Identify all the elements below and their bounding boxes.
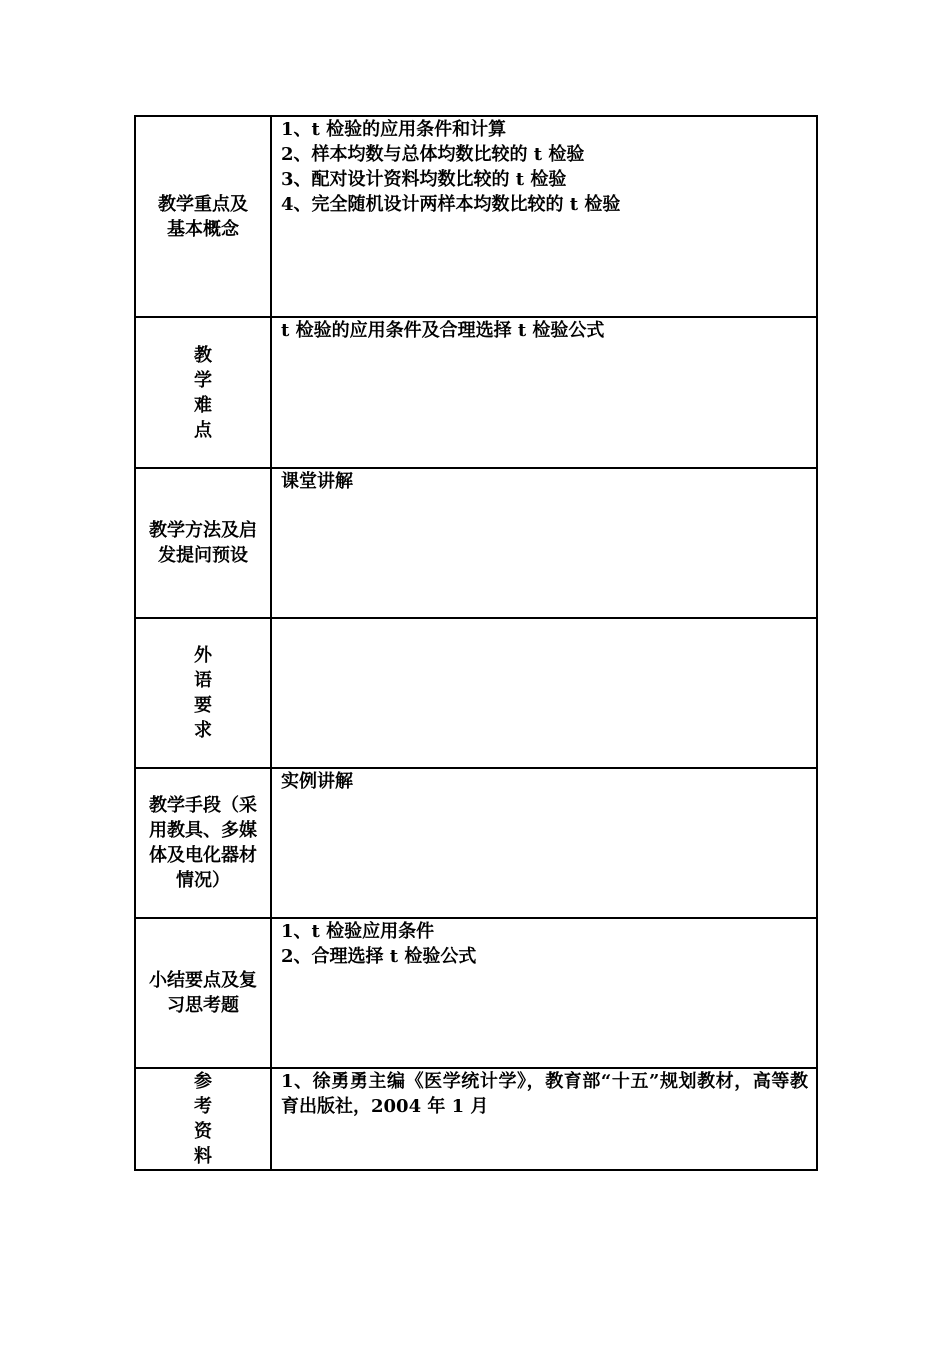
row-references <box>135 1068 817 1170</box>
lesson-plan-table <box>134 115 818 1171</box>
label-line: 要 <box>194 695 212 716</box>
label-line: 学 <box>194 369 212 391</box>
content-summary <box>271 918 817 1068</box>
content-line: 3、配对设计资料均数比较的 t 检验 <box>281 169 567 190</box>
content-difficulties <box>271 317 817 468</box>
row-teaching-methods <box>135 468 817 618</box>
label-teaching-methods <box>135 468 271 618</box>
label-line: 情况） <box>176 870 230 891</box>
row-key-points <box>135 116 817 317</box>
label-line: 求 <box>194 720 212 741</box>
label-line: 体及电化器材 <box>149 845 257 866</box>
label-line: 参 <box>194 1071 212 1092</box>
content-line: 2、样本均数与总体均数比较的 t 检验 <box>281 144 585 165</box>
row-teaching-means <box>135 768 817 918</box>
row-difficulties <box>135 317 817 468</box>
label-line: 教学手段（采 <box>149 795 257 816</box>
label-line: 用教具、多媒 <box>149 820 257 841</box>
label-teaching-means <box>135 768 271 918</box>
label-line: 难 <box>194 394 212 416</box>
label-line: 料 <box>194 1146 212 1167</box>
label-line: 教学重点及 <box>158 193 248 215</box>
label-line: 外 <box>194 645 212 666</box>
label-line: 教学方法及启 <box>149 520 257 541</box>
content-references <box>271 1068 817 1170</box>
label-line: 基本概念 <box>167 218 239 240</box>
content-teaching-means <box>271 768 817 918</box>
content-line: 1、t 检验应用条件 <box>281 921 435 942</box>
label-line: 考 <box>194 1096 212 1117</box>
label-line: 习思考题 <box>167 995 239 1016</box>
content-line: t 检验的应用条件及合理选择 t 检验公式 <box>281 320 605 341</box>
content-line: 2、合理选择 t 检验公式 <box>281 946 477 967</box>
content-line: 1、t 检验的应用条件和计算 <box>281 119 507 140</box>
content-line: 4、完全随机设计两样本均数比较的 t 检验 <box>281 194 621 215</box>
reference-paragraph: 1、徐勇勇主编《医学统计学》，教育部“十五”规划教材，高等教育出版社，2004 年 1 月 <box>281 1071 808 1117</box>
row-summary <box>135 918 817 1068</box>
label-line: 点 <box>194 419 212 441</box>
label-line: 资 <box>194 1121 212 1142</box>
content-line: 实例讲解 <box>281 771 353 792</box>
label-line: 教 <box>194 344 212 366</box>
row-foreign-language <box>135 618 817 768</box>
label-foreign-language <box>135 618 271 768</box>
label-summary <box>135 918 271 1068</box>
label-difficulties <box>135 317 271 468</box>
content-line: 课堂讲解 <box>281 471 353 492</box>
content-teaching-methods <box>271 468 817 618</box>
label-line: 发提问预设 <box>158 545 248 566</box>
label-references <box>135 1068 271 1170</box>
label-line: 语 <box>194 670 212 691</box>
label-line: 小结要点及复 <box>149 970 257 991</box>
label-key-points <box>135 116 271 317</box>
content-foreign-language <box>271 618 817 768</box>
content-key-points <box>271 116 817 317</box>
